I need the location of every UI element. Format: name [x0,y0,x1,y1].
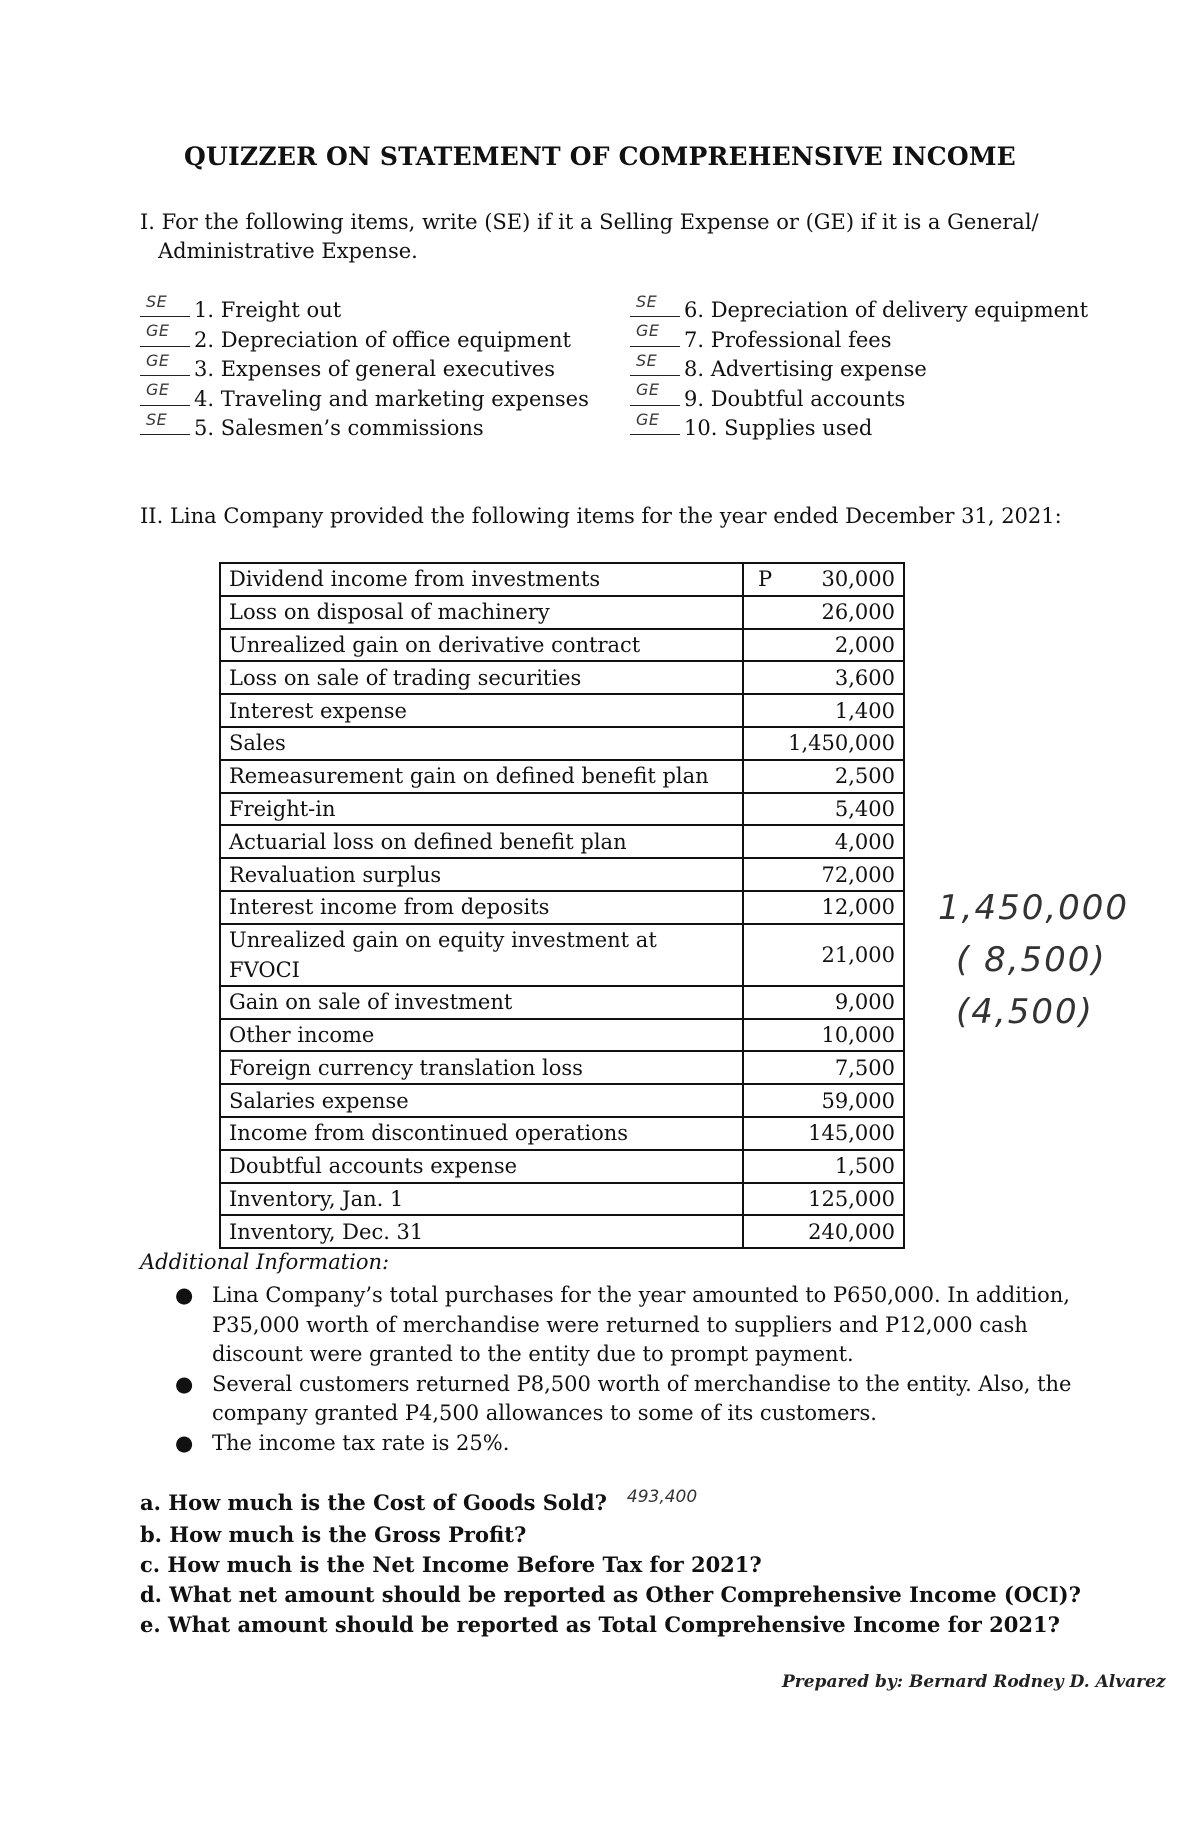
row-label: Freight-in [220,793,743,826]
bullet-icon: ● [175,1371,194,1396]
part2-heading: II. Lina Company provided the following items for the year ended December 31, 2021: [140,504,1062,528]
handwritten-note: ( 8,500) [956,940,1107,980]
row-label: Loss on sale of trading securities [220,661,743,694]
list-item [140,291,600,326]
table-row [220,924,904,986]
item-text: 1. Freight out [194,298,342,322]
item-text: 4. Traveling and marketing expenses [194,386,589,411]
bullet-icon: ● [175,1430,194,1455]
question-e [140,1610,1081,1640]
item-text: 7. Professional fees [684,327,892,352]
row-amount: 145,000 [743,1117,904,1150]
list-item [630,291,1100,326]
row-amount: 10,000 [743,1019,904,1052]
table-row [220,760,904,793]
item-text: 3. Expenses of general executives [194,357,556,381]
table-row [220,1150,904,1183]
answer-blank[interactable] [140,409,190,435]
answer-blank[interactable] [140,350,190,376]
answer-blank[interactable] [140,380,190,406]
answer-blank[interactable] [140,321,190,347]
question-text: c. How much is the Net Income Before Tax for 2021? [140,1552,762,1577]
table-row [220,825,904,858]
handwritten-margin-notes [938,882,1129,1038]
handwritten-answer: GE [146,380,170,399]
item-text: 2. Depreciation of office equipment [194,327,571,352]
table-row [220,986,904,1019]
row-amount: 12,000 [743,891,904,924]
list-item [140,380,600,415]
item-text: 5. Salesmen’s commissions [194,416,484,440]
currency-symbol: P [758,567,773,591]
list-item [630,380,1100,415]
bullet-text: Lina Company’s total purchases for the year amounted to P650,000. In addition, P35,000 worth of merchandise were returned to suppliers and P12,000 cash discount were granted to the entity due to prompt payment. [212,1283,1070,1366]
row-amount: 125,000 [743,1183,904,1216]
answer-blank[interactable] [140,291,190,317]
list-item [630,409,1100,444]
handwritten-answer: GE [636,380,660,399]
answer-blank[interactable] [630,350,680,376]
list-item [140,321,600,356]
question-d [140,1580,1081,1610]
answer-blank[interactable] [630,291,680,317]
row-label: Salaries expense [220,1084,743,1117]
question-text: b. How much is the Gross Profit? [140,1522,527,1547]
question-text: a. How much is the Cost of Goods Sold? [140,1490,607,1515]
table-row [220,596,904,629]
question-c [140,1550,1081,1580]
items-table [219,562,905,1249]
table-row [220,793,904,826]
table-row [220,661,904,694]
row-label: Revaluation surplus [220,858,743,891]
row-amount: 1,450,000 [743,727,904,760]
row-label: Doubtful accounts expense [220,1150,743,1183]
questions-list [140,1488,1081,1640]
row-label: Remeasurement gain on defined benefit plan [220,760,743,793]
row-label: Income from discontinued operations [220,1117,743,1150]
row-amount: 2,500 [743,760,904,793]
question-text: d. What net amount should be reported as Other Comprehensive Income (OCI)? [140,1582,1081,1607]
part1-instruction-line2: Administrative Expense. [158,239,418,263]
row-label: Actuarial loss on defined benefit plan [220,825,743,858]
row-label: Unrealized gain on derivative contract [220,629,743,662]
handwritten-answer: SE [636,291,658,311]
row-amount: 4,000 [743,825,904,858]
handwritten-answer: 493,400 [626,1487,698,1507]
item-text: 6. Depreciation of delivery equipment [684,298,1089,322]
part1-left-list [140,291,600,444]
table-row [220,1117,904,1150]
row-amount: 30,000 [821,567,895,592]
item-text: 8. Advertising expense [684,357,927,381]
row-amount: 1,400 [743,694,904,727]
row-label: Inventory, Jan. 1 [220,1183,743,1216]
table-row [220,1183,904,1216]
additional-info-list [175,1281,1075,1458]
question-text: e. What amount should be reported as Total Comprehensive Income for 2021? [140,1612,1060,1637]
table-row [220,1051,904,1084]
list-item [175,1429,1075,1459]
row-label: Dividend income from investments [220,563,743,596]
row-amount: 2,000 [743,629,904,662]
table-row [220,1215,904,1248]
table-row [220,891,904,924]
handwritten-answer: SE [636,350,658,370]
table-row [220,694,904,727]
item-text: 10. Supplies used [684,416,873,440]
row-amount: 240,000 [743,1215,904,1248]
list-item [140,409,600,444]
list-item [175,1281,1075,1370]
handwritten-answer: GE [146,321,170,340]
list-item [175,1370,1075,1429]
row-amount-cell [743,563,904,596]
table-row [220,858,904,891]
handwritten-answer: GE [146,350,170,370]
list-item [630,350,1100,385]
row-label: Loss on disposal of machinery [220,596,743,629]
row-amount: 72,000 [743,858,904,891]
table-row [220,629,904,662]
row-amount: 9,000 [743,986,904,1019]
row-amount: 26,000 [743,596,904,629]
row-amount: 3,600 [743,661,904,694]
page-title: QUIZZER ON STATEMENT OF COMPREHENSIVE INCOME [184,142,1016,171]
row-label: Interest income from deposits [220,891,743,924]
prepared-by: Prepared by: Bernard Rodney D. Alvarez [782,1672,1166,1692]
handwritten-answer: SE [146,409,168,429]
row-label: Other income [220,1019,743,1052]
bullet-text: Several customers returned P8,500 worth of merchandise to the entity. Also, the company granted P4,500 allowances to some of its customers. [212,1371,1072,1425]
handwritten-note: (4,500) [956,992,1094,1032]
row-amount: 59,000 [743,1084,904,1117]
row-label: Gain on sale of investment [220,986,743,1019]
question-b [140,1520,1081,1550]
row-amount: 1,500 [743,1150,904,1183]
row-label: Inventory, Dec. 31 [220,1215,743,1248]
answer-blank[interactable] [630,321,680,347]
bullet-text: The income tax rate is 25%. [212,1430,510,1455]
row-label: Unrealized gain on equity investment at FVOCI [220,924,743,986]
table-row [220,727,904,760]
handwritten-answer: SE [146,291,168,311]
row-label: Sales [220,727,743,760]
additional-info-heading: Additional Information: [140,1250,390,1274]
part1-instruction-line1: I. For the following items, write (SE) if it a Selling Expense or (GE) if it is a General/ [140,210,1039,234]
table-row [220,1019,904,1052]
handwritten-note: 1,450,000 [938,888,1130,928]
table-row [220,563,904,596]
handwritten-answer: GE [636,409,660,429]
list-item [140,350,600,385]
row-amount: 21,000 [743,924,904,986]
handwritten-answer: GE [636,321,660,340]
answer-blank[interactable] [630,409,680,435]
question-a [140,1488,1081,1520]
table-row [220,1084,904,1117]
row-label: Interest expense [220,694,743,727]
part1-instruction [140,208,1080,266]
list-item [630,321,1100,356]
bullet-icon: ● [175,1283,194,1307]
answer-blank[interactable] [630,380,680,406]
row-amount: 7,500 [743,1051,904,1084]
part1-right-list [630,291,1100,444]
item-text: 9. Doubtful accounts [684,386,906,411]
row-label: Foreign currency translation loss [220,1051,743,1084]
row-amount: 5,400 [743,793,904,826]
